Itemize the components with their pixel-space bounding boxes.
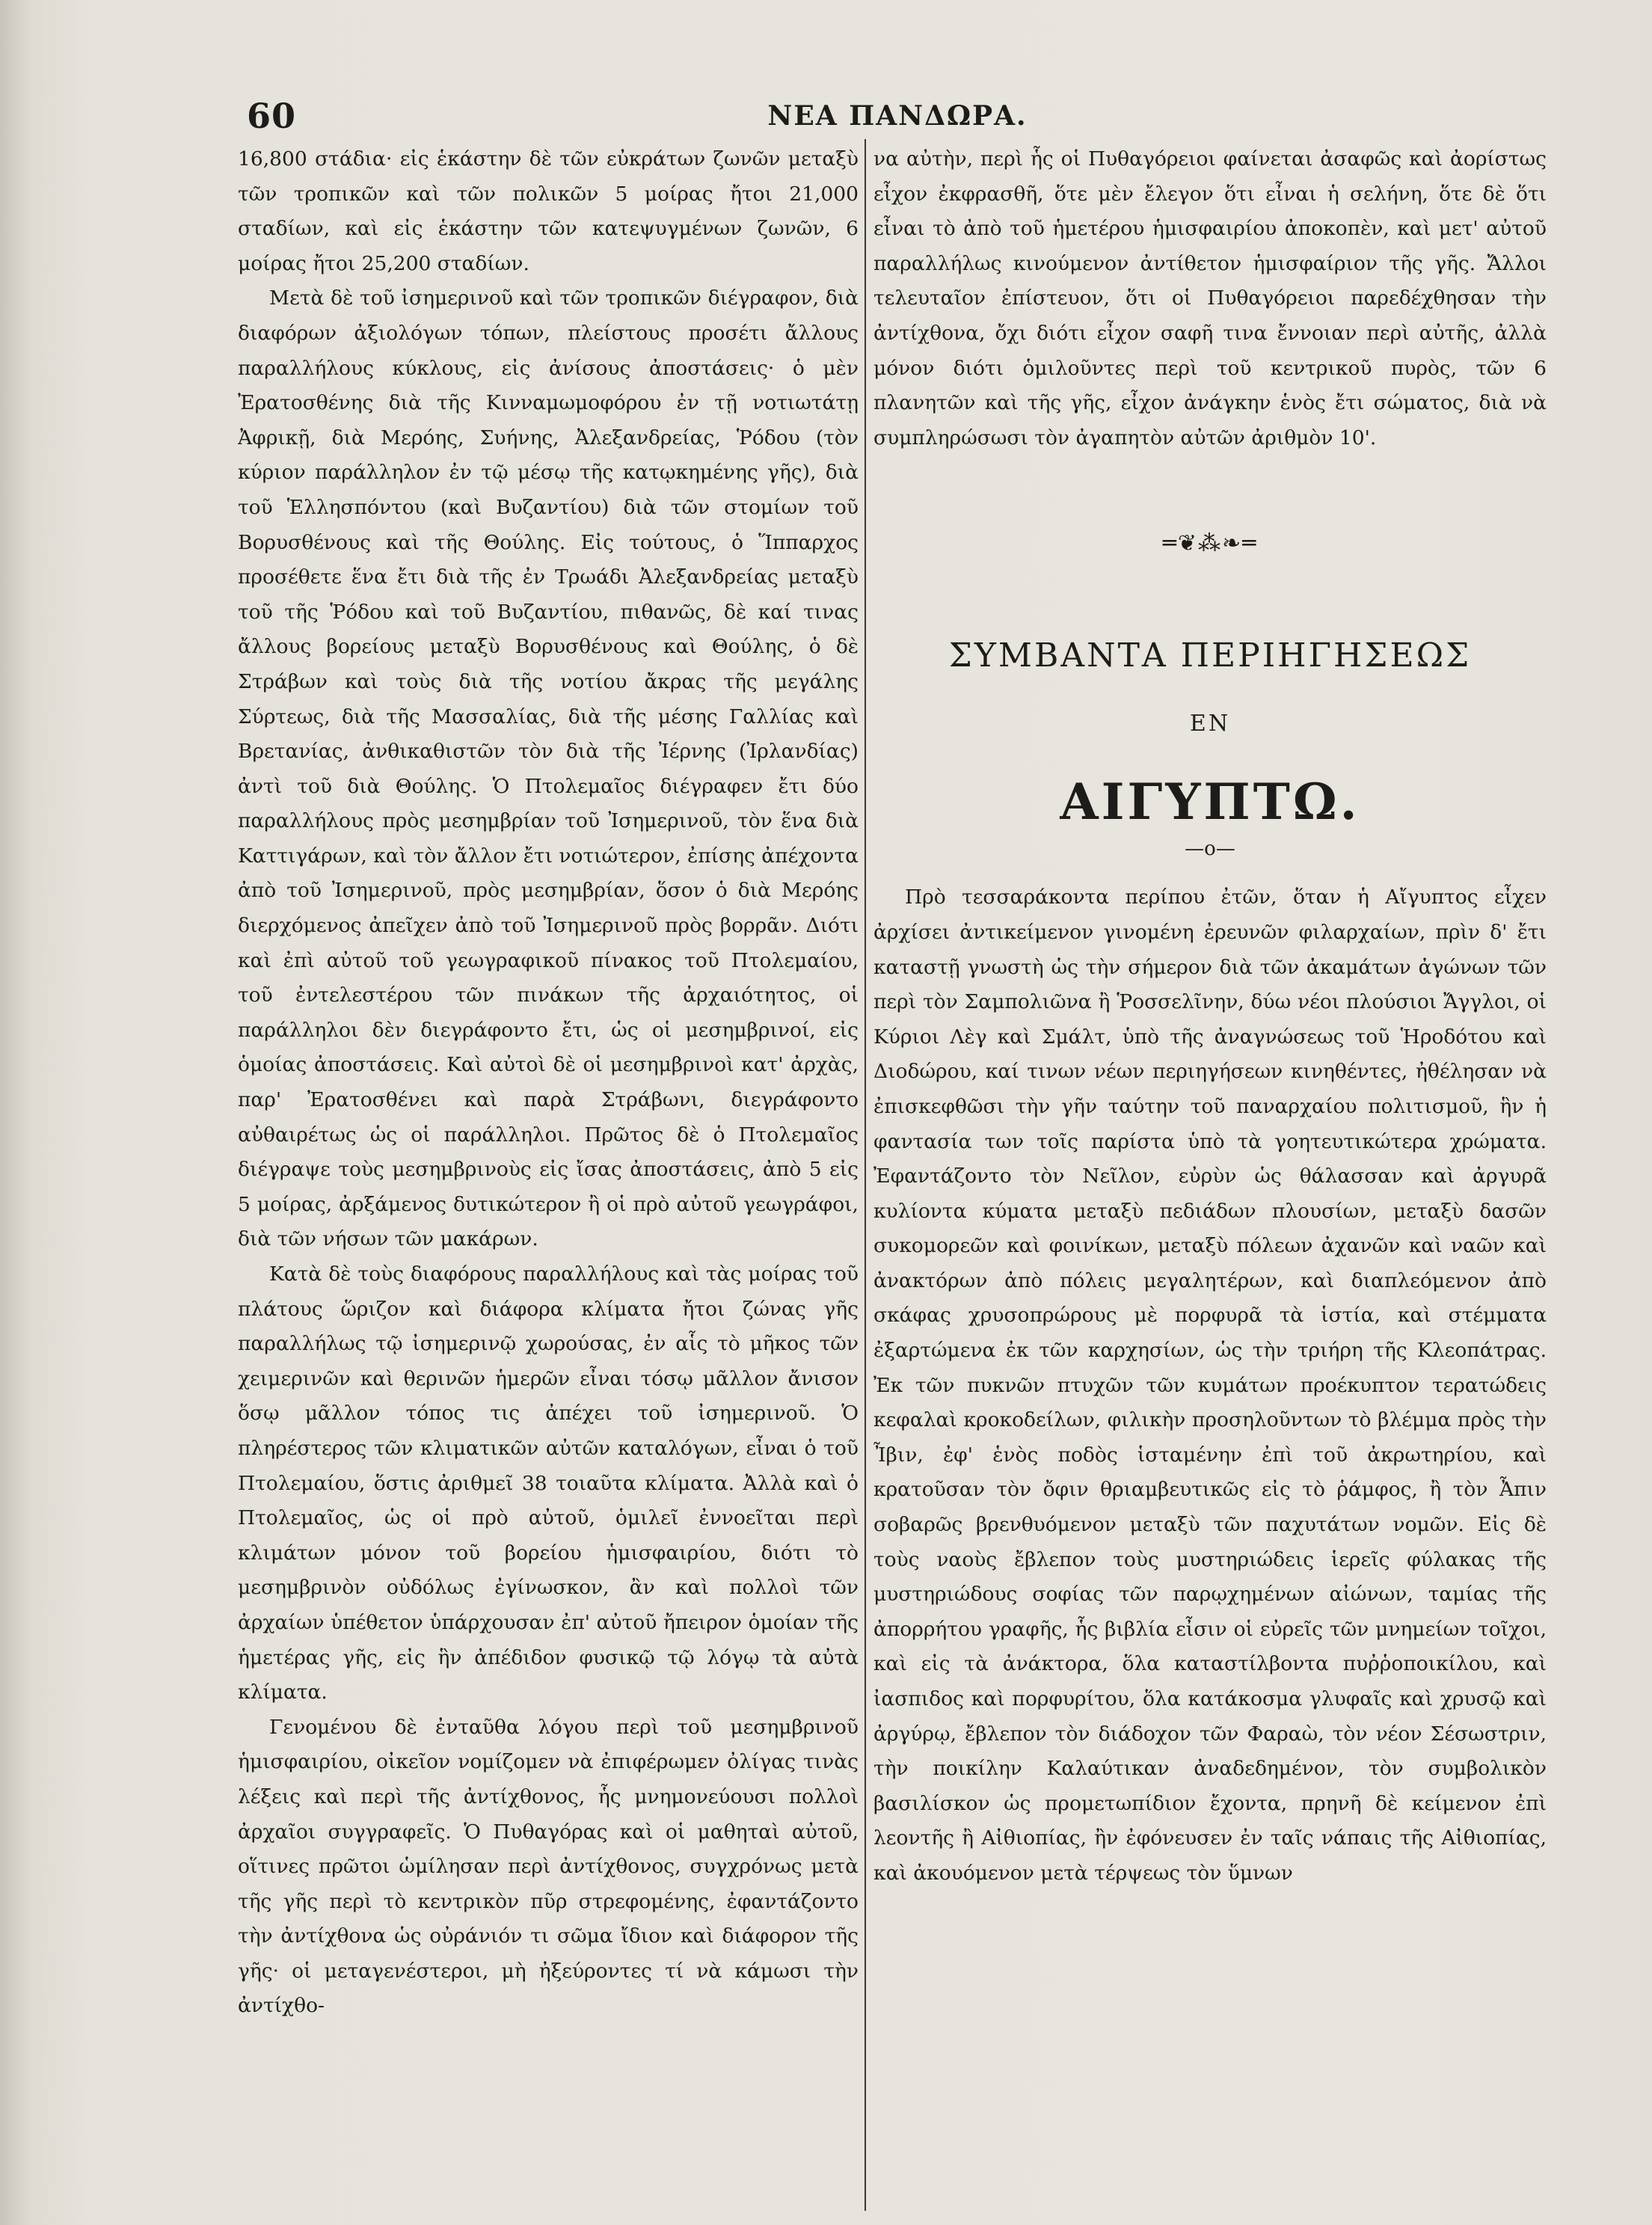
- left-paragraph-2: Μετὰ δὲ τοῦ ἰσημερινοῦ καὶ τῶν τροπικῶν διέγραφον, διὰ διαφόρων ἀξιολόγων τόπων, πλείστους προσέτι ἄλλους παραλλήλους κύκλους, εἰς ἀνίσους ἀποστάσεις· ὁ μὲν Ἐρατοσθένης διὰ τῆς Κινναμωμοφόρου ἐν τῇ νοτιωτάτῃ Ἀφρικῇ, διὰ Μερόης, Συήνης, Ἀλεξανδρείας, Ῥόδου (τὸν κύριον παράλληλον ἐν τῷ μέσῳ τῆς κατῳκημένης γῆς), διὰ τοῦ Ἑλλησπόντου (καὶ Βυζαντίου) διὰ τῶν στομίων τοῦ Βορυσθένους καὶ τῆς Θούλης. Εἰς τούτους, ὁ Ἵππαρχος προσέθετε ἕνα ἔτι διὰ τῆς ἐν Τρωάδι Ἀλεξανδρείας μεταξὺ τοῦ τῆς Ῥόδου καὶ τοῦ Βυζαντίου, πιθανῶς, δὲ καί τινας ἄλλους βορείους μεταξὺ Βορυσθένους καὶ Θούλης, ὁ δὲ Στράβων καὶ τοὺς διὰ τῆς νοτίου ἄκρας τῆς μεγάλης Σύρτεως, διὰ τῆς Μασσαλίας, διὰ τῆς μέσης Γαλλίας καὶ Βρετανίας, ἀνθικαθιστῶν τὸν διὰ τῆς Ἰέρνης (Ἰρλανδίας) ἀντὶ τοῦ διὰ Θούλης. Ὁ Πτολεμαῖος διέγραφεν ἔτι δύο παραλλήλους πρὸς μεσημβρίαν τοῦ Ἰσημερινοῦ, τὸν ἕνα διὰ Καττιγάρων, καὶ τὸν ἄλλον ἔτι νοτιώτερον, ἐπίσης ἀπέχοντα ἀπὸ τοῦ Ἰσημερινοῦ, πρὸς μεσημβρίαν, ὅσον ὁ διὰ Μερόης διερχόμενος ἀπεῖχεν ἀπὸ τοῦ Ἰσημερινοῦ πρὸς βορρᾶν. Διότι καὶ ἐπὶ αὐτοῦ τοῦ γεωγραφικοῦ πίνακος τοῦ Πτολεμαίου, τοῦ ἐντελεστέρου τῶν πινάκων τῆς ἀρχαιότητος, οἱ παράλληλοι δὲν διεγράφοντο ἔτι, ὡς οἱ μεσημβρινοί, εἰς ὁμοίας ἀποστάσεις. Καὶ αὐτοὶ δὲ οἱ μεσημβρινοὶ κατ' ἀρχὰς, παρ' Ἐρατοσθένει καὶ παρὰ Στράβωνι, διεγράφοντο αὐθαιρέτως ὡς οἱ παράλληλοι. Πρῶτος δὲ ὁ Πτολεμαῖος διέγραψε τοὺς μεσημβρινοὺς εἰς ἴσας ἀποστάσεις, ἀπὸ 5 εἰς 5 μοίρας, ἀρξάμενος δυτικώτερον ἢ οἱ πρὸ αὐτοῦ γεωγράφοι, διὰ τῶν νήσων τῶν μακάρων.: [238, 286, 859, 1251]
- section-heading-line-3: ΑΙΓΥΠΤΩ.: [1060, 773, 1360, 832]
- left-paragraph-3: Κατὰ δὲ τοὺς διαφόρους παραλλήλους καὶ τὰς μοίρας τοῦ πλάτους ὥριζον καὶ διάφορα κλίματα ἤτοι ζώνας γῆς παραλλήλως τῷ ἰσημερινῷ χωρούσας, ἐν αἷς τὸ μῆκος τῶν χειμερινῶν καὶ θερινῶν ἡμερῶν εἶναι τόσῳ μᾶλλον ἄνισον ὅσῳ μᾶλλον τόπος τις ἀπέχει τοῦ ἰσημερινοῦ. Ὁ πληρέστερος τῶν κλιματικῶν αὐτῶν καταλόγων, εἶναι ὁ τοῦ Πτολεμαίου, ὅστις ἀριθμεῖ 38 τοιαῦτα κλίματα. Ἀλλὰ καὶ ὁ Πτολεμαῖος, ὡς οἱ πρὸ αὐτοῦ, ὁμιλεῖ ἐννοεῖται περὶ κλιμάτων μόνον τοῦ βορείου ἡμισφαιρίου, διότι τὸ μεσημβρινὸν οὐδόλως ἐγίνωσκον, ἂν καὶ πολλοὶ τῶν ἀρχαίων ὑπέθετον ὑπάρχουσαν ἐπ' αὐτοῦ ἤπειρον ὁμοίαν τῆς ἡμετέρας γῆς, εἰς ἣν ἀπέδιδον φυσικῷ τῷ λόγῳ τὰ αὐτὰ κλίματα.: [238, 1262, 859, 1704]
- section-heading-line-2: ΕΝ: [1189, 711, 1231, 737]
- section-heading-line-1: ΣΥΜΒΑΝΤΑ ΠΕΡΙΗΓΗΣΕΩΣ: [948, 636, 1472, 675]
- mini-divider: —o—: [1185, 838, 1235, 861]
- right-paragraph-1: Πρὸ τεσσαράκοντα περίπου ἐτῶν, ὅταν ἡ Αἴγυπτος εἶχεν ἀρχίσει ἀντικείμενον γινομένη ἐρευνῶν φιλαρχαίων, πρὶν δ' ἔτι καταστῇ γνωστὴ ὡς τὴν σήμερον διὰ τῶν ἀκαμάτων ἀγώνων τῶν περὶ τὸν Σαμπολιῶνα ἢ Ῥοσσελῖνην, δύω νέοι πλούσιοι Ἄγγλοι, οἱ Κύριοι Λὲγ καὶ Σμάλτ, ὑπὸ τῆς ἀναγνώσεως τοῦ Ἡροδότου καὶ Διοδώρου, καί τινων νέων περιηγήσεων κινηθέντες, ἠθέλησαν νὰ ἐπισκεφθῶσι τὴν γῆν ταύτην τοῦ παναρχαίου πολιτισμοῦ, ἣν ἡ φαντασία των τοῖς παρίστα ὑπὸ τὰ γοητευτικώτερα χρώματα. Ἐφαντάζοντο τὸν Νεῖλον, εὐρὺν ὡς θάλασσαν καὶ ἀργυρᾶ κυλίοντα κύματα μεταξὺ πεδιάδων πλουσίων, μεταξὺ δασῶν συκομορεῶν καὶ φοινίκων, μεταξὺ πόλεων ἀχανῶν καὶ ναῶν καὶ ἀνακτόρων ἀπὸ πόλεις μεγαλητέρων, καὶ διαπλεόμενον ἀπὸ σκάφας χρυσοπρώρους μὲ πορφυρᾶ τὰ ἱστία, καὶ στέμματα ἐξαρτώμενα ἐκ τῶν καρχησίων, ὡς τὴν τριήρη τῆς Κλεοπάτρας. Ἐκ τῶν πυκνῶν πτυχῶν τῶν κυμάτων προέκυπτον τερατώδεις κεφαλαὶ κροκοδείλων, φιλικὴν προσηλοῦντων τὸ βλέμμα πρὸς τὴν Ἶβιν, ἐφ' ἑνὸς ποδὸς ἱσταμένην ἐπὶ τοῦ ἀκρωτηρίου, καὶ κρατοῦσαν τὸν ὄφιν θριαμβευτικῶς εἰς τὸ ῥάμφος, ἢ τὸν Ἆπιν σοβαρῶς βρενθυόμενον μεταξὺ τῶν παχυτάτων νομῶν. Εἰς δὲ τοὺς ναοὺς ἔβλεπον τοὺς μυστηριώδεις ἱερεῖς φύλακας τῆς μυστηριώδους σοφίας τῶν παρῳχημένων αἰώνων, ταμίας τῆς ἀπορρήτου γραφῆς, ἧς βιβλία εἶσιν οἱ εὐρεῖς τῶν μνημείων τοῖχοι, καὶ εἰς τὰ ἀνάκτορα, ὅλα καταστίλβοντα πυῤῥοποικίλου, καὶ ἰασπιδος καὶ πορφυρίτου, ὅλα κατάκοσμα γλυφαῖς καὶ χρυσῷ καὶ ἀργύρῳ, ἔβλεπον τὸν διάδοχον τῶν Φαραὼ, τὸν νέον Σέσωστριν, τὴν ποικίλην Καλαύτικαν ἀναδεδημένον, τὸν συμβολικὸν βασιλίσκον ὡς προμετωπίδιον ἔχοντα, πρηνῆ δὲ κείμενον ἐπὶ λεοντῆς ἢ Αἰθιοπίας, ἢν ἐφόνευσεν ἐν ταῖς νάπαις τῆς Αἰθιοπίας, καὶ ἀκουόμενον μετὰ τέρψεως τὸν ὕμνων: [873, 886, 1547, 1885]
- right-intro-paragraph: να αὐτὴν, περὶ ἧς οἱ Πυθαγόρειοι φαίνεται ἀσαφῶς καὶ ἀορίστως εἶχον ἐκφρασθῆ, ὅτε μὲν ἔλεγον ὅτι εἶναι ἡ σελήνη, ὅτε δὲ ὅτι εἶναι τὸ ἀπὸ τοῦ ἡμετέρου ἡμισφαιρίου ἀποκοπὲν, καὶ μετ' αὐτοῦ παραλλήλως κινούμενον ἀντίθετον ἡμισφαίριον τῆς γῆς. Ἄλλοι τελευταῖον ἐπίστευον, ὅτι οἱ Πυθαγόρειοι παρεδέχθησαν τὴν ἀντίχθονα, ὄχι διότι εἶχον σαφῆ τινα ἔννοιαν περὶ αὐτῆς, ἀλλὰ μόνον διότι ὁμιλοῦντες περὶ τοῦ κεντρικοῦ πυρὸς, τῶν 6 πλανητῶν καὶ τῆς γῆς, εἶχον ἀνάγκην ἑνὸς ἔτι σώματος, διὰ νὰ συμπληρώσωσι τὸν ἀγαπητὸν αὐτῶν ἀριθμὸν 10'.: [873, 147, 1547, 449]
- left-paragraph-1: 16,800 στάδια· εἰς ἑκάστην δὲ τῶν εὐκράτων ζωνῶν μεταξὺ τῶν τροπικῶν καὶ τῶν πολικῶν 5 μοίρας ἤτοι 21,000 σταδίων, καὶ εἰς ἑκάστην τῶν κατεψυγμένων ζωνῶν, 6 μοίρας ἤτοι 25,200 σταδίων.: [238, 147, 859, 275]
- column-divider: [865, 139, 866, 2211]
- ornament-divider: ═❦⁂❧═: [1162, 530, 1258, 557]
- page-header: [247, 96, 1548, 136]
- page-number: 60: [247, 96, 297, 136]
- running-title: ΝΕΑ ΠΑΝΔΩΡΑ.: [767, 100, 1028, 132]
- left-paragraph-4: Γενομένου δὲ ἐνταῦθα λόγου περὶ τοῦ μεσημβρινοῦ ἡμισφαιρίου, οἰκεῖον νομίζομεν νὰ ἐπιφέρωμεν ὀλίγας τινὰς λέξεις καὶ περὶ τῆς ἀντίχθονος, ἧς μνημονεύουσι πολλοὶ ἀρχαῖοι συγγραφεῖς. Ὁ Πυθαγόρας καὶ οἱ μαθηταὶ αὐτοῦ, οἵτινες πρῶτοι ὡμίλησαν περὶ ἀντίχθονος, συγχρόνως μετὰ τῆς γῆς περὶ τὸ κεντρικὸν πῦρ στρεφομένης, ἐφαντάζοντο τὴν ἀντίχθονα ὡς οὐράνιόν τι σῶμα ἴδιον καὶ διάφορον τῆς γῆς· οἱ μεταγενέστεροι, μὴ ἠξεύροντες τί νὰ κάμωσι τὴν ἀντίχθο-: [238, 1715, 859, 2018]
- right-column: [873, 142, 1547, 2206]
- left-column: [238, 142, 859, 2206]
